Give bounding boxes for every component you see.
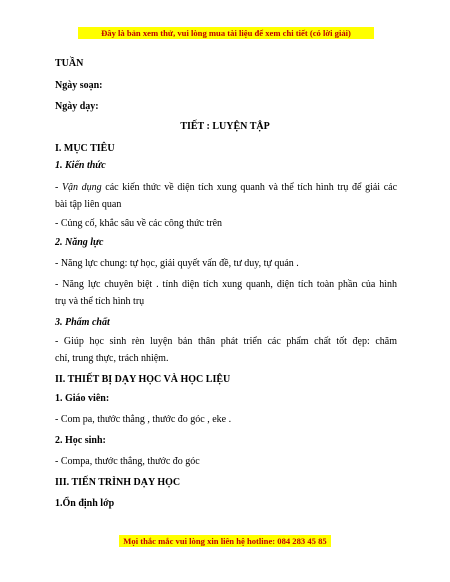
week-label: TUẦN xyxy=(55,58,84,69)
knowledge-line-3: - Củng cố, khắc sâu về các công thức trên xyxy=(55,218,223,229)
student-line: - Compa, thước thẳng, thước đo góc xyxy=(55,456,200,467)
knowledge-line-1-italic: Vận dụng xyxy=(61,182,102,193)
quality-heading: 3. Phẩm chất xyxy=(55,317,110,328)
teach-date-label: Ngày dạy: xyxy=(55,101,99,112)
quality-line-1: - Giúp học sinh rèn luyện bản thân phát triển các phẩm chất tốt đẹp: chăm xyxy=(55,336,397,347)
quality-line-2: chỉ, trung thực, trách nhiệm. xyxy=(55,353,169,364)
knowledge-line-2: bài tập liên quan xyxy=(55,199,122,210)
lesson-title: TIẾT : LUYỆN TẬP xyxy=(180,121,270,132)
knowledge-line-1 xyxy=(55,181,397,194)
teacher-heading: 1. Giáo viên: xyxy=(55,393,110,404)
section-process-heading: III. TIẾN TRÌNH DẠY HỌC xyxy=(55,477,181,488)
competence-line-1: - Năng lực chung: tự học, giải quyết vấn đề, tư duy, tự quản . xyxy=(55,258,299,269)
knowledge-heading: 1. Kiến thức xyxy=(55,160,106,171)
teacher-line: - Com pa, thước thẳng , thước đo góc , eke . xyxy=(55,414,232,425)
hotline-banner: Mọi thắc mắc vui lòng xin liên hệ hotline: 084 283 45 85 xyxy=(119,535,331,547)
section-equipment-heading: II. THIẾT BỊ DẠY HỌC VÀ HỌC LIỆU xyxy=(55,374,231,385)
preview-notice-banner: Đây là bản xem thử, vui lòng mua tài liệu để xem chi tiết (có lời giải) xyxy=(78,27,374,39)
competence-line-2: - Năng lực chuyên biệt . tính diện tích xung quanh, diện tích toàn phần của hình xyxy=(55,279,397,290)
prep-date-label: Ngày soạn: xyxy=(55,80,103,91)
competence-heading: 2. Năng lực xyxy=(55,237,104,248)
student-heading: 2. Học sinh: xyxy=(55,435,106,446)
section-objectives-heading: I. MỤC TIÊU xyxy=(55,143,115,154)
competence-line-3: trụ và thể tích hình trụ xyxy=(55,296,145,307)
knowledge-line-1-rest: các kiến thức về diện tích xung quanh và thể tích hình trụ để giải các xyxy=(101,182,398,193)
class-stabilize-heading: 1.Ổn định lớp xyxy=(55,498,115,509)
knowledge-line-1-prefix: - xyxy=(55,182,62,193)
